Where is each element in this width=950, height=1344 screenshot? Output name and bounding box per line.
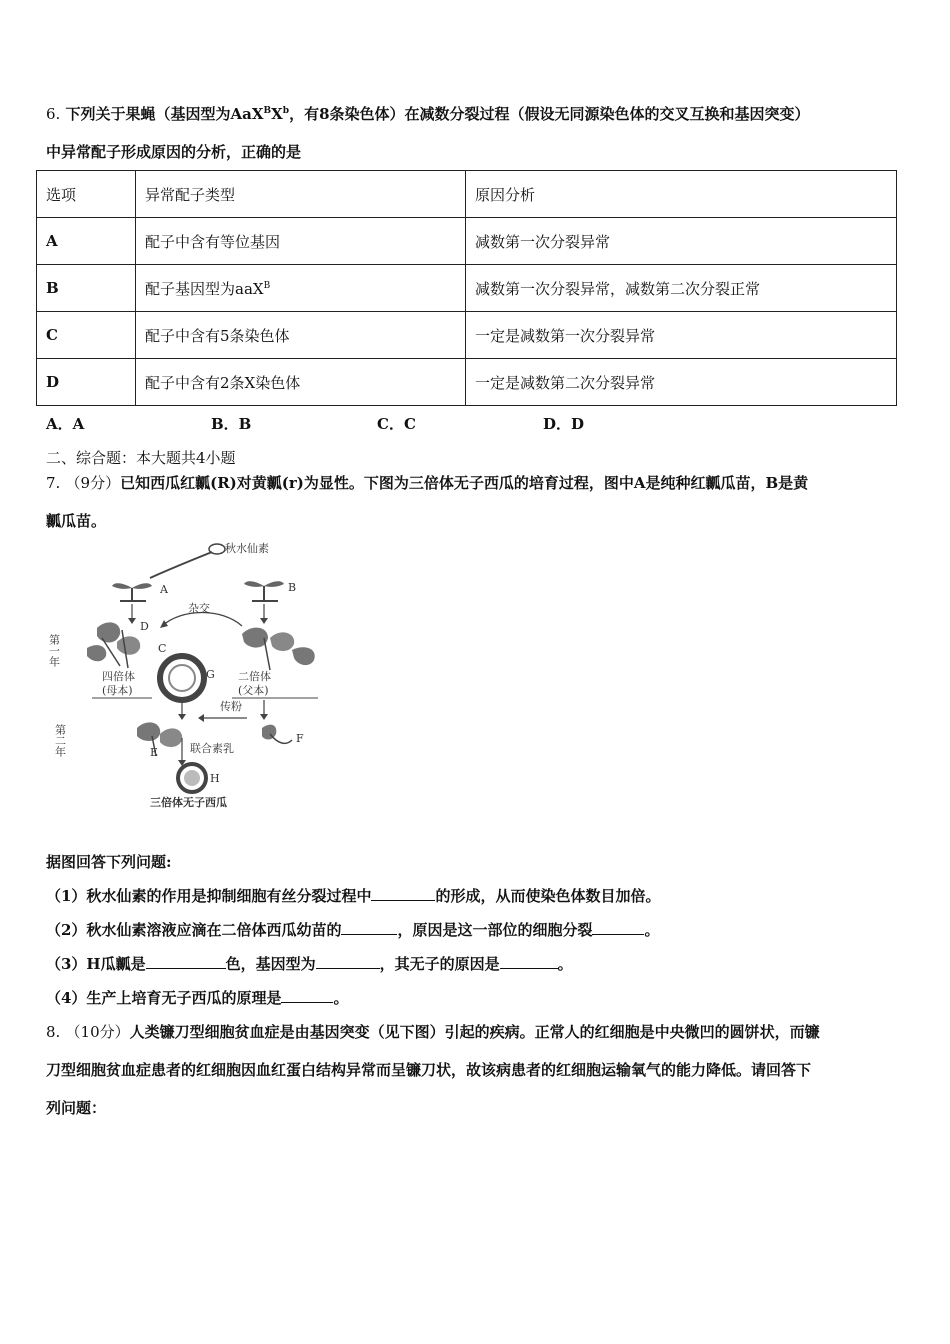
header-option: 选项 bbox=[37, 171, 136, 218]
label-chem: 联合素乳 bbox=[190, 742, 234, 755]
answer-blank[interactable] bbox=[281, 987, 333, 1003]
q8-stem-line2: 刀型细胞贫血症患者的红细胞因血红蛋白结构异常而呈镰刀状，故该病患者的红细胞运输氧气的能力降低。请回答下 bbox=[46, 1061, 812, 1079]
watermelon-g-icon bbox=[160, 656, 204, 700]
answer-blank[interactable] bbox=[316, 953, 380, 969]
label-g: G bbox=[206, 668, 215, 681]
row-type: 配子中含有2条X染色体 bbox=[136, 359, 466, 406]
row-option: D bbox=[37, 359, 136, 406]
choice-c[interactable]: C．C bbox=[377, 415, 416, 433]
q7-sub1: （1）秋水仙素的作用是抑制细胞有丝分裂过程中 的形成，从而使染色体数目加倍。 bbox=[46, 887, 661, 905]
label-result: 三倍体无子西瓜 bbox=[150, 796, 227, 809]
header-type: 异常配子类型 bbox=[136, 171, 466, 218]
watermelon-h-icon bbox=[178, 764, 206, 792]
label-colchicine: 秋水仙素 bbox=[225, 542, 269, 555]
seedling-a-icon bbox=[112, 583, 152, 601]
label-a: A bbox=[160, 583, 168, 596]
section-title: 二、综合题：本大题共4小题 bbox=[46, 449, 236, 467]
label-year1: 第一年 bbox=[47, 634, 61, 667]
row-option: A bbox=[37, 218, 136, 265]
label-pollinate: 传粉 bbox=[220, 700, 242, 713]
choice-a[interactable]: A．A bbox=[46, 415, 85, 433]
row-option: C bbox=[37, 312, 136, 359]
plant-f-icon bbox=[262, 725, 292, 744]
seedling-b-icon bbox=[244, 581, 284, 601]
row-option: B bbox=[37, 265, 136, 312]
label-mother: (母本) bbox=[102, 684, 133, 697]
label-diploid: 二倍体 bbox=[238, 670, 271, 683]
label-b: B bbox=[288, 581, 297, 594]
label-year2: 第二年 bbox=[53, 724, 67, 757]
table-row bbox=[37, 218, 897, 265]
table-row bbox=[37, 359, 897, 406]
q6-stem-line2: 中异常配子形成原因的分析，正确的是 bbox=[46, 143, 302, 161]
answer-blank[interactable] bbox=[341, 919, 397, 935]
q8-stem-line1: 8. （10分）人类镰刀型细胞贫血症是由基因突变（见下图）引起的疾病。正常人的红细胞是中央微凹的圆饼状，而镰 bbox=[46, 1023, 820, 1041]
q6-stem-line1: 6. 下列关于果蝇（基因型为$AaX^BX^b$，有8条染色体）在减数分裂过程（假设无同源染色体的交叉互换和基因突变） bbox=[46, 105, 810, 123]
answer-blank[interactable] bbox=[500, 953, 558, 969]
q7-intro: 据图回答下列问题: bbox=[46, 853, 172, 871]
label-h: H bbox=[210, 772, 220, 785]
row-type: 配子基因型为aaX$^B$ bbox=[136, 265, 466, 312]
label-father: (父本) bbox=[238, 684, 269, 697]
breeding-diagram bbox=[42, 538, 342, 813]
row-reason: 一定是减数第二次分裂异常 bbox=[466, 359, 897, 406]
plant-e-icon bbox=[137, 722, 182, 756]
tetraploid-plant-icon bbox=[87, 622, 140, 668]
label-tetraploid: 四倍体 bbox=[102, 670, 135, 683]
row-type: 配子中含有5条染色体 bbox=[136, 312, 466, 359]
q7-sub4: （4）生产上培育无子西瓜的原理是 。 bbox=[46, 989, 349, 1007]
label-c: C bbox=[158, 642, 167, 655]
row-type: 配子中含有等位基因 bbox=[136, 218, 466, 265]
diploid-plant-icon bbox=[242, 628, 315, 670]
row-reason: 减数第一次分裂异常，减数第二次分裂正常 bbox=[466, 265, 897, 312]
q7-sub3: （3）H瓜瓤是 色，基因型为 ，其无子的原因是 。 bbox=[46, 955, 573, 973]
label-cross: 杂交 bbox=[188, 602, 210, 615]
answer-blank[interactable] bbox=[371, 885, 435, 901]
row-reason: 减数第一次分裂异常 bbox=[466, 218, 897, 265]
label-d: D bbox=[140, 620, 149, 633]
choice-d[interactable]: D．D bbox=[543, 415, 585, 433]
row-reason: 一定是减数第一次分裂异常 bbox=[466, 312, 897, 359]
label-f: F bbox=[296, 732, 304, 745]
label-e: E bbox=[150, 746, 159, 759]
dropper-icon bbox=[150, 544, 225, 578]
table-row bbox=[37, 312, 897, 359]
q7-stem-line2: 瓤瓜苗。 bbox=[46, 512, 107, 530]
q6-options-table bbox=[36, 170, 897, 406]
q7-sub2: （2）秋水仙素溶液应滴在二倍体西瓜幼苗的 ，原因是这一部位的细胞分裂 。 bbox=[46, 921, 660, 939]
table-header-row bbox=[37, 171, 897, 218]
q8-stem-line3: 列问题： bbox=[46, 1099, 107, 1117]
table-row bbox=[37, 265, 897, 312]
answer-blank[interactable] bbox=[592, 919, 644, 935]
q7-stem-line1: 7. （9分）已知西瓜红瓤(R)对黄瓤(r)为显性。下图为三倍体无子西瓜的培育过程，图中A是纯种红瓤瓜苗，B是黄 bbox=[46, 474, 809, 492]
answer-blank[interactable] bbox=[146, 953, 226, 969]
header-reason: 原因分析 bbox=[466, 171, 897, 218]
choice-b[interactable]: B．B bbox=[211, 415, 252, 433]
q6-choices bbox=[46, 413, 646, 433]
